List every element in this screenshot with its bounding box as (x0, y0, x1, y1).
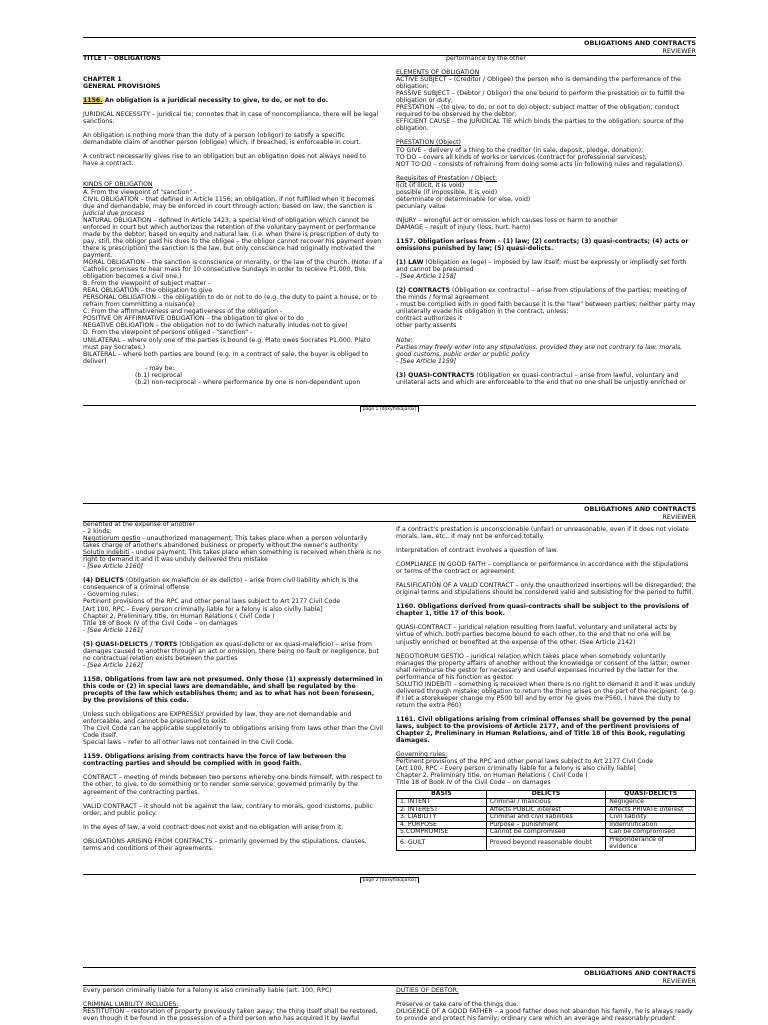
falsification: FALSIFICATION OF A VALID CONTRACT – only the unauthorized insertions will be disregarded; the original terms and stipulations should be considered valid and subsisting for the period to fulfill. (396, 582, 696, 597)
article-1156-number: 1156. (83, 97, 103, 105)
reciprocal: (b.1) reciprocal (135, 371, 182, 379)
obligations-from-contracts: OBLIGATIONS ARISING FROM CONTRACTS – primarily governed by the stipulations, clauses, terms and conditions of their agreements. (83, 837, 367, 852)
bilateral: BILATERAL – where both parties are bound (e.g. In a contract of sale, the buyer is obliged to deliver) (83, 350, 369, 365)
article-1158: 1158. Obligations from law are not presumed. Only those (1) expressly determined in this code or (2) in special laws are demandable, and shall be regulated by the precepts of the law which establishes them; and as to what has not been foreseen, by the provisions of this code. (83, 675, 383, 705)
page3-left-column (83, 987, 388, 1022)
contracts-good-faith: - must be complied with in good faith because it is the "law" between parties; neither party may unilaterally evade his obligation in the contract, unless: (396, 301, 696, 316)
kinds-heading: KINDS OF OBLIGATION (83, 181, 153, 189)
article-1159: 1159. Obligations arising from contracts have the force of law between the contracting parties and should be complied with in good faith. (83, 753, 347, 768)
delicts-comparison-table (396, 790, 696, 851)
requisite-licit: licit (if illicit, it is void) (396, 181, 465, 189)
solutio-indebiti-def: SOLUTIO INDEBITI – something is received when there is no right to demand it and it was unduly delivered through mistake; obligation to return the thing arises on the part of the recipient. (e.g. If I let a storekeeper change my P500 bill and by error he gives me P560, I have the duty to return the extra P60) (396, 680, 696, 709)
table-cell: Civil liability (606, 814, 696, 822)
governing-rule-3: Chapter 2, Preliminary title, on Human Relations ( Civil Code ) (396, 772, 588, 780)
page3-right-column (396, 987, 696, 1022)
prestation: PRESTATION – (to give, to do, or not to do) object; subject matter of the obligation; conduct required to be observed by the debtor; (396, 104, 680, 119)
page-3 (83, 967, 696, 1025)
table-row (397, 798, 696, 806)
interpretation: Interpretation of contract involves a question of law. (396, 547, 559, 555)
see-article-1160: - [See Article 1160] (83, 563, 144, 571)
kind-a: A. From the viewpoint of "sanction" - (83, 188, 197, 196)
contract-definition: CONTRACT – meeting of minds between two persons whereby one binds himself, with respect to the other, to give, to do something or to render some service; governed primarily by the agreement of the contracting parties. (83, 774, 383, 796)
source-quasi-contracts: (3) QUASI-CONTRACTS (Obligation ex quasi-contractu) – arise from lawful, voluntary and unilateral acts and which are enforceable to the end that no one shall be unjustly enriched or (396, 371, 686, 386)
to-give: TO GIVE – delivery of a thing to the creditor (in sale, deposit, pledge, donation); (396, 146, 644, 154)
positive-obligation: POSITIVE OR AFFIRMATIVE OBLIGATION – the obligation to give or to do (83, 315, 304, 323)
passive-subject: PASSIVE SUBJECT – (Debtor / Obligor) the one bound to perform the prestation or to fulfill the obligation or duty; (396, 90, 685, 105)
header-title: OBLIGATIONS AND CONTRACTS (584, 969, 696, 977)
source-contracts: (2) CONTRACTS (Obligation ex contractu) – arise from stipulations of the parties; meeting of the minds / formal agreement (396, 287, 687, 302)
header-subtitle: REVIEWER (83, 977, 696, 986)
see-article-1161: - [See Article 1161] (83, 626, 144, 634)
negative-obligation: NEGATIVE OBLIGATION – the obligation not to do (which naturally inludes not to give) (83, 322, 348, 330)
page-2 (83, 503, 696, 883)
obligation-definition: An obligation is nothing more than the duty of a person (obligor) to satisfy a specific demandable claim of another person (obligee) which, if breached, is enforceable in court. (83, 132, 361, 147)
natural-obligation: NATURAL OBLIGATION – defined in Article 1423; a special kind of obligation which cannot be enforced in court but which authorizes the retention of the voluntary payment or performance made by the debtor; based on equity and natural law. (i.e. when there is prescription of duty to pay, still, the obligor paid his dues to the obligee – the obligor cannot recover his payment even there is prescription) the sanction is the law, but only conscience had originally motivated the payment. (83, 216, 382, 259)
source-law: (1) LAW (Obligation ex lege) – imposed by law itself; must be expressly or impliedly set forth and cannot be presumed (396, 259, 687, 274)
header-subtitle: REVIEWER (83, 513, 696, 522)
kind-d: D. From the viewpoint of persons obliged - "sanction" - (83, 329, 253, 337)
table-header: DELICTS (486, 791, 606, 799)
two-kinds: - 2 kinds: (83, 528, 112, 536)
article-1160: 1160. Obligations derived from quasi-contracts shall be subject to the provisions of chapter 1, title 17 of this book. (396, 603, 689, 618)
page-number: page 2 [doxyfiskajarox] (360, 877, 420, 883)
negotiorum-gestio-def: NEGOTIORUM GESTIO – juridical relation which takes place when somebody voluntarily manages the property affairs of another without the knowledge or consent of the latter; owner shall reimburse the gestor for necessary and useful expenses incurred by the latter for the performance of his function as gestor. (396, 652, 690, 681)
page-2-footer (83, 878, 696, 883)
page1-left-column (83, 55, 383, 386)
table-cell: 5.COMPROMISE (397, 829, 487, 837)
civil-obligation: CIVIL OBLIGATION – that defined in Article 1156; an obligation, if not fulfilled when it becomes due and demandable, may be enforced in court through action; based on law; the sanction is judicial due process (83, 195, 375, 217)
table-cell: Indemnification (606, 821, 696, 829)
see-article-1158: - [See Article 1158] (396, 273, 457, 281)
article-1156 (83, 97, 383, 104)
requisites-heading: Requisites of Prestation / Object: (396, 174, 498, 182)
page-header (83, 38, 696, 56)
requisite-determinate: determinate or determinable (or else, void) (396, 195, 531, 203)
governing-rules: - Governing rules: (83, 591, 139, 599)
solutio-indebiti: Solutio indebiti - undue payment; This takes place when something is received when there is no right to demand it and it was unduly delivered thru mistake (83, 549, 381, 564)
header-title: OBLIGATIONS AND CONTRACTS (584, 505, 696, 513)
article-1157: 1157. Obligation arises from – (1) law; (2) contracts; (3) quasi-contracts; (4) acts or omissions punished by law; (5) quasi-delicts. (396, 237, 689, 253)
chapter-name: GENERAL PROVISIONS (83, 83, 161, 91)
see-article-1159: - [See Article 1159] (396, 357, 457, 365)
duties-of-debtor-heading: DUTIES OF DEBTOR: (396, 987, 459, 994)
note-label: Note: (396, 336, 413, 344)
preserve-things: Preserve or take care of the things due. (396, 1001, 519, 1009)
page-1 (83, 37, 696, 412)
damage: DAMAGE – result of injury (loss, hurt, harm) (396, 223, 531, 231)
prestation-object-heading: PRESTATION (Object) (396, 139, 461, 147)
table-cell: Cannot be compromised (486, 829, 606, 837)
injury: INJURY – wrongful act or omission which causes loss or harm to another (396, 216, 618, 224)
moral-obligation: MORAL OBLIGATION – the sanction is conscience or morality, or the law of the church. (Note: If a Catholic promises to hear mass for 10 consecutive Sundays in order to receive P1,000, this obligation becomes a civil one.) (83, 258, 383, 281)
table-cell: 2. INTEREST (397, 806, 487, 814)
table-header: QUASI-DELICTS (606, 791, 696, 799)
contracts-authorizes: contract authorizes it (396, 315, 463, 323)
table-cell: Can be compromised (606, 829, 696, 837)
table-cell: 3. LIABILITY (397, 814, 487, 822)
table-cell: 1. INTENT (397, 798, 487, 806)
governing-rule-1: Pertinent provisions of the RPC and other penal laws subject to Art 2177 Civil Code (83, 598, 341, 606)
contracts-assents: other party assents (396, 322, 457, 330)
active-subject: ACTIVE SUBJECT – (Creditor / Obligee) the person who is demanding the performance of the obligation; (396, 76, 681, 91)
requisite-pecuniary: pecuniary value (396, 202, 446, 210)
page-header (83, 968, 696, 986)
table-cell: Preponderance of evidence (606, 836, 696, 850)
governing-rule-1: Pertinent provisions of the RPC and other penal laws subject to Art 2177 Civil Code (396, 758, 654, 766)
non-reciprocal: (b.2) non-reciprocal – where performance by one is non-dependent upon (135, 378, 361, 386)
governing-rule-4: Title 18 of Book IV of the Civil Code – on damages (396, 779, 551, 787)
article-1156-text: An obligation is a juridical necessity to give, to do, or not to do. (102, 97, 329, 105)
source-delicts: (4) DELICTS (Obligation ex maleficio or ex delicto) – arise from civil liability which is the consequence of a criminal offense (83, 577, 359, 592)
table-cell: Negligence (606, 798, 696, 806)
table-cell: Criminal / malicious (486, 798, 606, 806)
valid-contract: VALID CONTRACT – it should not be against the law, contrary to morals, good customs, public order, and public policy. (83, 802, 373, 817)
page-1-footer (83, 407, 696, 412)
personal-obligation: PERSONAL OBLIGATION – the obligation to do or not to do (e.g. the duty to paint a house, or to refrain from committing a nuisance) (83, 294, 377, 309)
requisite-possible: possible (if impossible, it is void) (396, 188, 498, 196)
juridical-necessity: JURIDICAL NECESSITY – juridical tie; connotes that in case of noncompliance, there will be legal sanctions. (83, 111, 379, 126)
governing-rule-2: [Art 100, RPC – Every person criminally liable for a felony is also civilly liable] (396, 765, 636, 773)
table-cell: Proved beyond reasonable doubt (486, 836, 606, 850)
table-cell: 6. GUILT (397, 836, 487, 850)
quasi-contract: QUASI-CONTRACT – juridical relation resulting from lawful, voluntary and unilateral acts by virtue of which, both parties become bound to each other, to the end that no one will be unjustly enriched or benefited at the expense of the other. (See Article 2142) (396, 624, 677, 646)
real-obligation: REAL OBLIGATION – the obligation to give (83, 287, 213, 295)
unless-provided: Unless such obligations are EXPRESSLY provided by law, they are not demandable and enforceable, and cannot be presumed to exist. (83, 711, 352, 726)
civil-code-suppletory: The Civil Code can be applicable suppletorily to obligations arising from laws other than the Civil Code itself. (83, 725, 383, 740)
page-number: page 1 [doxyfiskajarox] (360, 406, 420, 412)
governing-rules-heading: Governing rules: (396, 751, 448, 759)
table-cell: Criminal and civil liabilities (486, 814, 606, 822)
unilateral: UNILATERAL – where only one of the parties is bound (e.g. Plato owes Socrates P1,000. Plato must pay Socrates.) (83, 336, 371, 351)
header-subtitle: REVIEWER (83, 47, 696, 56)
table-cell: Affects PRIVATE interest (606, 806, 696, 814)
table-cell: Purpose – punishment (486, 821, 606, 829)
article-1161: 1161. Civil obligations arising from criminal offenses shall be governed by the penal laws, subject to the provisions of Article 2177, and of the pertinent provisions of Chapter 2, Preliminary in Human Relations, and of Title 18 of this Book, regulating damages. (396, 715, 691, 745)
compliance-good-faith: COMPLIANCE IN GOOD FAITH – compliance or performance in accordance with the stipulations or terms of the contract or agreement. (396, 561, 689, 576)
chapter-label: CHAPTER 1 (83, 76, 122, 84)
page1-right-column (396, 55, 696, 386)
may-be: - may be: (145, 364, 175, 372)
governing-rule-3: Chapter 2, Preliminary title, on Human Relations ( Civil Code ) (83, 612, 275, 620)
negotiorum-gestio: Negotiorum gestio - unauthorized management; This takes place when a person voluntarily takes charge of another's abandoned business or property without the owner's authority (83, 535, 368, 550)
criminal-liability-heading: CRIMINAL LIABILITY INCLUDES: (83, 1001, 179, 1009)
table-header: BASIS (397, 791, 487, 799)
restitution: RESTITUTION – restoration of property previously taken away; the thing itself shall be restored, even though it be found in the possession of a third person who has acquired it by lawful (83, 1008, 378, 1023)
elements-heading: ELEMENTS OF OBLIGATION (396, 69, 480, 77)
continued-line: benefited at the expense of another (83, 521, 195, 528)
page2-left-column (83, 521, 383, 852)
page-header (83, 504, 696, 522)
page-2-bottom-rule (83, 874, 696, 875)
efficient-cause: EFFICIENT CAUSE – the JURIDICAL TIE which binds the parties to the obligation; source of the obligation. (396, 118, 684, 133)
criminally-liable: Every person criminally liable for a felony is also criminally liable (art. 100, RPC) (83, 987, 332, 994)
table-row (397, 836, 696, 850)
kind-b: B. From the viewpoint of subject matter - (83, 280, 211, 288)
diligence-good-father: DILIGENCE OF A GOOD FATHER – a good father does not abandon his family, he is always ready to provide and protect his family; ordinary care which an average and reasonably prudent (396, 1008, 693, 1023)
contract-note: A contract necessarily gives rise to an obligation but an obligation does not always need to have a contract. (83, 153, 367, 168)
not-to-do: NOT TO DO – consists of refraining from doing some acts (in following rules and regulations). (396, 160, 685, 168)
unconscionable: If a contract's prestation is unconscionable (unfair) or unreasonable, even if it does not violate morals, law, etc., it may not be enforced totally. (396, 526, 689, 541)
see-article-1162: - [See Article 1162] (83, 661, 144, 669)
table-cell: 4. PURPOSE (397, 821, 487, 829)
special-laws: Special laws – refer to all other laws not contained in the Civil Code. (83, 739, 294, 747)
table-cell: Affects PUBLIC interest (486, 806, 606, 814)
to-do: TO DO – covers all kinds of works or services (contract for professional services); (396, 153, 647, 161)
governing-rule-4: Title 18 of Book IV of the Civil Code – on damages (83, 619, 238, 627)
title-obligations: TITLE I – OBLIGATIONS (83, 55, 161, 62)
source-quasi-delicts: (5) QUASI-DELICTS / TORTS (Obligation ex quasi-delicto or ex quasi-maleficio) – arise from damages caused to another through an act or omission, there being no fault or negligence, but no contractual relation exists between the parties (83, 640, 379, 662)
kind-c: C. From the affirmativeness and negativeness of the obligation - (83, 308, 283, 316)
page-1-bottom-rule (83, 405, 696, 406)
note-text: Parties may freely enter into any stipulations, provided they are not contrary to law, morals, good customs, public order or public policy (396, 343, 683, 358)
governing-rule-2: [Art 100, RPC – Every person criminally liable for a felony is also civilly liable] (83, 605, 323, 613)
page2-right-column (396, 526, 696, 851)
header-title: OBLIGATIONS AND CONTRACTS (584, 39, 696, 47)
void-contract: In the eyes of law, a void contract does not exist and no obligation will arise from it. (83, 823, 344, 831)
continued-line: performance by the other (446, 55, 526, 62)
